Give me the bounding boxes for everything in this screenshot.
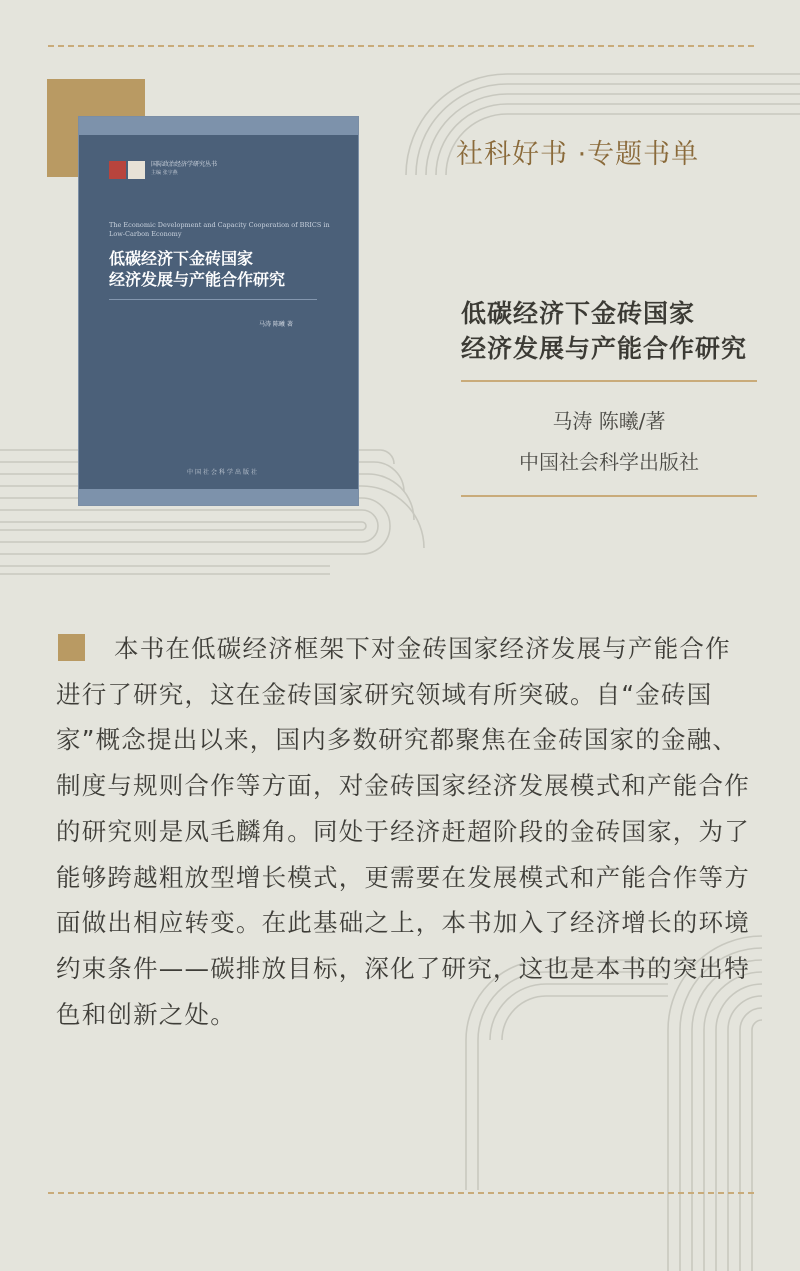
cover-bottom-band [79,489,358,505]
cover-top-band [79,117,358,135]
publisher-underline [461,495,757,497]
cover-authors: 马涛 陈曦 著 [259,321,293,328]
cover-title-rule [109,299,317,300]
cover-title-line1: 低碳经济下金砖国家 [109,249,254,268]
book-description: 本书在低碳经济框架下对金砖国家经济发展与产能合作进行了研究，这在金砖国家研究领域有所突破。自“金砖国家”概念提出以来，国内多数研究都聚焦在金砖国家的金融、制度与规则合作等方面，对金砖国家经济发展模式和产能合作的研究则是凤毛麟角。同处于经济赶超阶段的金砖国家，为了能够跨越粗放型增长模式，更需要在发展模式和产能合作等方面做出相应转变。在此基础之上，本书加入了经济增长的环境约束条件——碳排放目标，深化了研究，这也是本书的突出特色和创新之处。 [56,634,750,1029]
section-title: 社科好书 ·专题书单 [456,139,700,170]
book-title [461,296,747,366]
cover-series-name: 国际政治经济学研究丛书 [151,161,218,168]
book-title-line2: 经济发展与产能合作研究 [461,334,748,363]
cover-english-title: The Economic Development and Capacity Cooperation of BRICS in Low-Carbon Economy [109,221,330,238]
cover-series-logo [109,161,145,179]
book-title-line1: 低碳经济下金砖国家 [461,299,696,328]
book-publisher: 中国社会科学出版社 [519,450,699,474]
book-authors: 马涛 陈曦/著 [552,409,666,433]
title-underline [461,380,757,382]
book-cover-image [79,117,358,505]
cover-editor: 主编 张宇燕 [151,170,178,176]
cover-chinese-title [109,248,285,290]
cover-publisher: 中国社会科学出版社 [187,469,260,476]
cover-title-line2: 经济发展与产能合作研究 [109,270,286,289]
bottom-dashed-divider [48,1192,754,1194]
